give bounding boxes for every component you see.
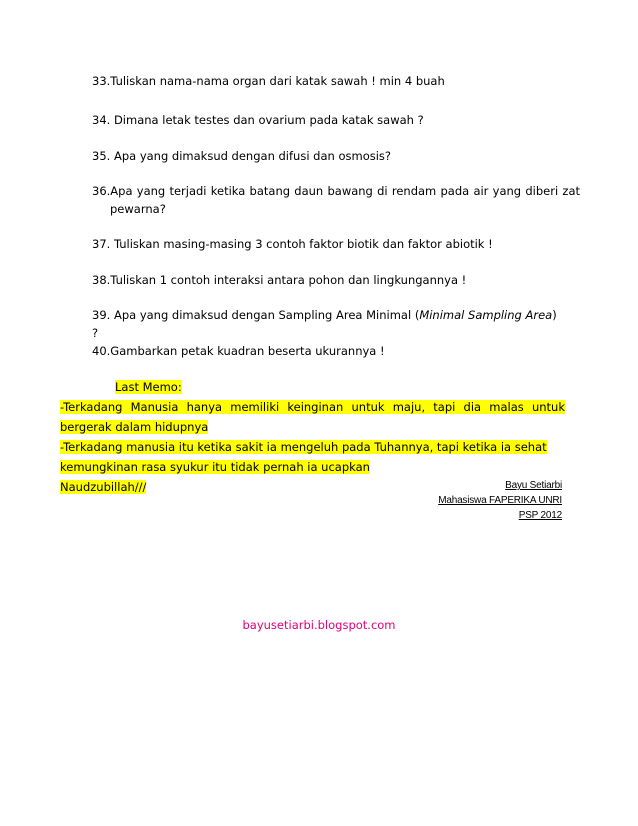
- memo-text: -Terkadang manusia itu ketika sakit ia mengeluh pada Tuhannya, tapi ketika ia sehat: [60, 440, 547, 454]
- question-text: Gambarkan petak kuadran beserta ukurannya !: [110, 344, 385, 358]
- signature-program: PSP 2012: [518, 510, 562, 521]
- question-37: [92, 235, 562, 253]
- question-number: 36.: [92, 184, 111, 198]
- question-text: Apa yang terjadi ketika batang daun bawang di rendam pada air yang diberi zat pewarna?: [110, 184, 580, 216]
- question-text: Apa yang dimaksud dengan difusi dan osmosis?: [110, 149, 392, 163]
- question-text: Tuliskan nama-nama organ dari katak sawah ! min 4 buah: [110, 74, 445, 88]
- memo-heading-line: [60, 377, 565, 397]
- question-number: 40.: [92, 344, 111, 358]
- blog-url: bayusetiarbi.blogspot.com: [242, 618, 396, 632]
- memo-text: Naudzubillah///: [60, 480, 147, 494]
- question-text: ) ?: [92, 308, 557, 340]
- question-number: 34.: [92, 113, 111, 127]
- memo-text: -Terkadang Manusia hanya memiliki keinginan untuk maju, tapi dia malas untuk: [60, 400, 565, 414]
- question-number: 35.: [92, 149, 111, 163]
- question-number: 39.: [92, 308, 111, 322]
- question-40: [92, 342, 562, 360]
- question-number: 38.: [92, 273, 111, 287]
- question-text: Tuliskan 1 contoh interaksi antara pohon dan lingkungannya !: [110, 273, 467, 287]
- signature-name: Bayu Setiarbi: [505, 480, 562, 491]
- memo-line: [60, 437, 565, 457]
- question-34: [92, 111, 562, 129]
- question-35: [92, 147, 562, 165]
- memo-text: kemungkinan rasa syukur itu tidak pernah ia ucapkan: [60, 460, 370, 474]
- memo-line: [60, 397, 565, 417]
- question-33: [92, 72, 562, 90]
- signature-block: [438, 478, 562, 523]
- memo-text: bergerak dalam hidupnya: [60, 420, 209, 434]
- question-39: [92, 306, 562, 342]
- memo-line: [60, 457, 565, 477]
- question-36: [92, 182, 580, 218]
- question-text: Apa yang dimaksud dengan Sampling Area Minimal (: [110, 308, 420, 322]
- question-number: 37.: [92, 237, 111, 251]
- question-text: Tuliskan masing-masing 3 contoh faktor biotik dan faktor abiotik !: [110, 237, 493, 251]
- question-text-italic: Minimal Sampling Area: [419, 308, 553, 322]
- question-number: 33.: [92, 74, 111, 88]
- question-text: Dimana letak testes dan ovarium pada katak sawah ?: [110, 113, 424, 127]
- signature-affiliation: Mahasiswa FAPERIKA UNRI: [438, 495, 562, 506]
- memo-line: [60, 417, 565, 437]
- memo-heading: Last Memo:: [115, 380, 182, 394]
- question-38: [92, 271, 562, 289]
